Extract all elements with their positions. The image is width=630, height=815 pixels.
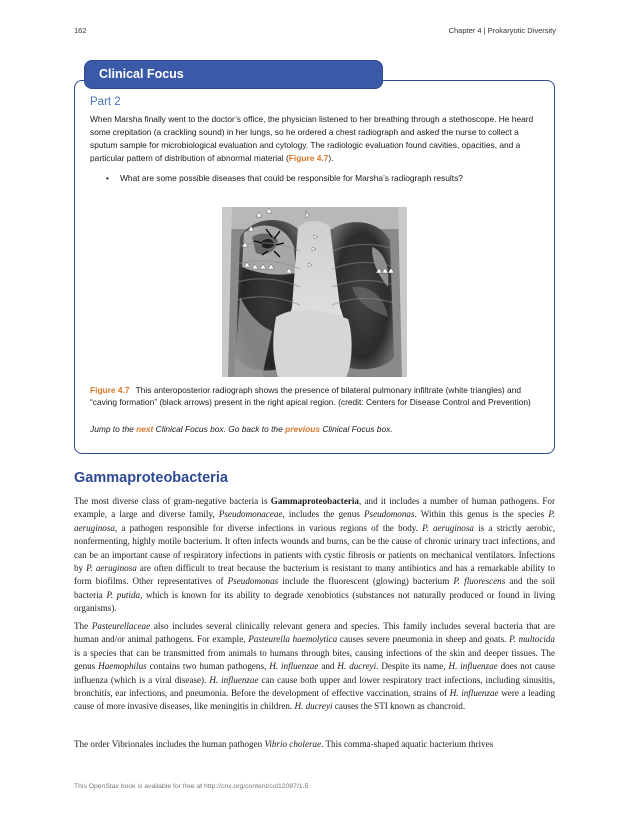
chapter-number: Chapter 4 — [448, 26, 482, 35]
page-footer: This OpenStax book is available for free at http://cnx.org/content/col12087/1.5 — [74, 783, 309, 790]
chest-radiograph-image — [222, 207, 407, 377]
taxon: H. ducreyi — [294, 701, 333, 712]
text-run: , a pathogen responsible for diverse infections in various regions of the body. — [114, 522, 423, 533]
text-run: causes severe pneumonia in sheep and goats. — [337, 634, 510, 645]
taxon: Pseudomonas — [227, 576, 279, 587]
part-heading: Part 2 — [90, 96, 121, 108]
taxon: P. fluorescens — [453, 576, 506, 587]
text-run: can cause both upper and lower respiratory tract infections, including sinusitis, bronchitis, ear infections, and pneumonia. Before the development of effective vaccination, strains of — [74, 674, 555, 699]
taxon: H. influenzae — [209, 674, 259, 685]
taxon: Haemophilus — [98, 661, 147, 672]
section-heading: Gammaproteobacteria — [74, 470, 228, 486]
text-run: are often difficult to treat because the bacterium is resistant to many antibiotics and has a remarkable ability to form biofilms. Other representatives of — [74, 563, 555, 587]
clinical-focus-navigation — [90, 423, 542, 435]
term-gammaproteobacteria: Gammaproteobacteria — [270, 496, 359, 506]
chapter-title: Prokaryotic Diversity — [487, 26, 556, 35]
taxon: H. influenzae — [449, 688, 499, 699]
text-run: The most diverse class of gram-negative bacteria is — [74, 496, 271, 506]
paragraph-vibrionales — [74, 738, 555, 751]
text-run: and the soil bacteria — [74, 576, 555, 600]
case-text-end: ). — [328, 152, 334, 163]
text-run: The — [74, 621, 92, 631]
header-separator: | — [481, 26, 488, 35]
taxon: P. aeruginosa — [422, 522, 474, 533]
taxon: H. influenzae — [269, 661, 319, 672]
text-run: were a leading cause of more invasive diseases, like meningitis in children. — [74, 688, 556, 712]
jump-text-c: Clinical Focus box. — [320, 424, 393, 434]
taxon: Pasteurella haemolytica — [248, 634, 338, 645]
figure-label: Figure 4.7 — [90, 385, 130, 395]
page-number: 162 — [74, 26, 87, 35]
text-run: and — [318, 661, 338, 672]
text-run: The order Vibrionales includes the human pathogen — [74, 739, 265, 749]
page-header — [74, 26, 556, 38]
text-run: include the fluorescent (glowing) bacterium — [278, 576, 454, 587]
clinical-focus-tab — [84, 60, 383, 89]
text-run: . Within this genus is the species — [414, 509, 549, 520]
next-clinical-focus-link[interactable]: next — [136, 424, 154, 434]
case-text: When Marsha finally went to the doctor’s office, the physician listened to her breathing through a stethoscope. He heard some crepitation (a crackling sound) in her lungs, so he ordered a chest radiograph and asked the nurse to collect a sputum sample for microbiological evaluation and cytology. The radiologic evaluation found cavities, opacities, and a particular pattern of distribution of abnormal material ( — [90, 114, 534, 163]
text-run: , which is known for its ability to degrade xenobiotics (substances not naturally produced or found in living organisms). — [74, 589, 556, 614]
bullet-dot: • — [106, 173, 109, 183]
taxon: H. influenzae — [448, 661, 498, 672]
previous-clinical-focus-link[interactable]: previous — [285, 424, 320, 434]
paragraph-pseudomonas — [74, 495, 555, 616]
text-run: is a species that can be transmitted from animals to humans through bites, causing infections of the skin and deeper tissues. The genus — [74, 647, 555, 672]
text-run: also includes several clinically relevant genera and species. This family includes several bacteria that are human and/or animal pathogens. For example, — [74, 621, 556, 645]
text-run: , and it includes a number of human pathogens. For example, a large and diverse family, — [74, 496, 555, 520]
text-run: is a strictly aerobic, nonfermenting, highly motile bacterium. It often infects wounds and burns, can be the cause of chronic urinary tract infections, and can be an important cause of respiratory infections in patients with cystic fibrosis or patients on mechanical ventilators. Infections by — [74, 522, 556, 574]
text-run: . Despite its name, — [376, 661, 449, 672]
text-run: . This comma-shaped aquatic bacterium thrives — [321, 739, 494, 749]
taxon: P. aeruginosa — [74, 509, 555, 533]
case-paragraph — [90, 113, 542, 165]
radiograph-drawing — [222, 207, 407, 377]
taxon: Vibrio cholerae — [264, 739, 322, 749]
figure-caption-text: This anteroposterior radiograph shows the presence of bilateral pulmonary infiltrate (white triangles) and “caving formation” (black arrows) present in the right apical region. (credit: Centers for Disease Control and Prevention) — [90, 385, 531, 407]
text-run: causes the STI known as chancroid. — [332, 701, 466, 712]
taxon: Pasteurellaceae — [91, 621, 151, 631]
jump-text-b: Clinical Focus box. Go back to the — [153, 424, 286, 434]
taxon: Pseudomonaceae — [218, 509, 283, 520]
clinical-focus-label: Clinical Focus — [99, 67, 184, 81]
taxon: Pseudomonas — [363, 509, 415, 520]
taxon: P. aeruginosa — [86, 563, 137, 574]
figure-caption — [90, 384, 542, 408]
text-run: , includes the genus — [282, 509, 364, 520]
taxon: P. multocida — [509, 634, 555, 645]
paragraph-pasteurellaceae — [74, 620, 555, 714]
bullet-text: What are some possible diseases that could be responsible for Marsha’s radiograph results? — [120, 173, 463, 183]
text-run: contains two human pathogens, — [146, 661, 270, 672]
figure-link[interactable]: Figure 4.7 — [288, 152, 329, 163]
text-run: does not cause influenza (which is a viral disease). — [74, 661, 555, 685]
taxon: H. ducreyi — [337, 661, 377, 672]
running-head — [449, 26, 556, 35]
jump-text-a: Jump to the — [90, 424, 137, 434]
taxon: P. putida — [106, 589, 141, 600]
